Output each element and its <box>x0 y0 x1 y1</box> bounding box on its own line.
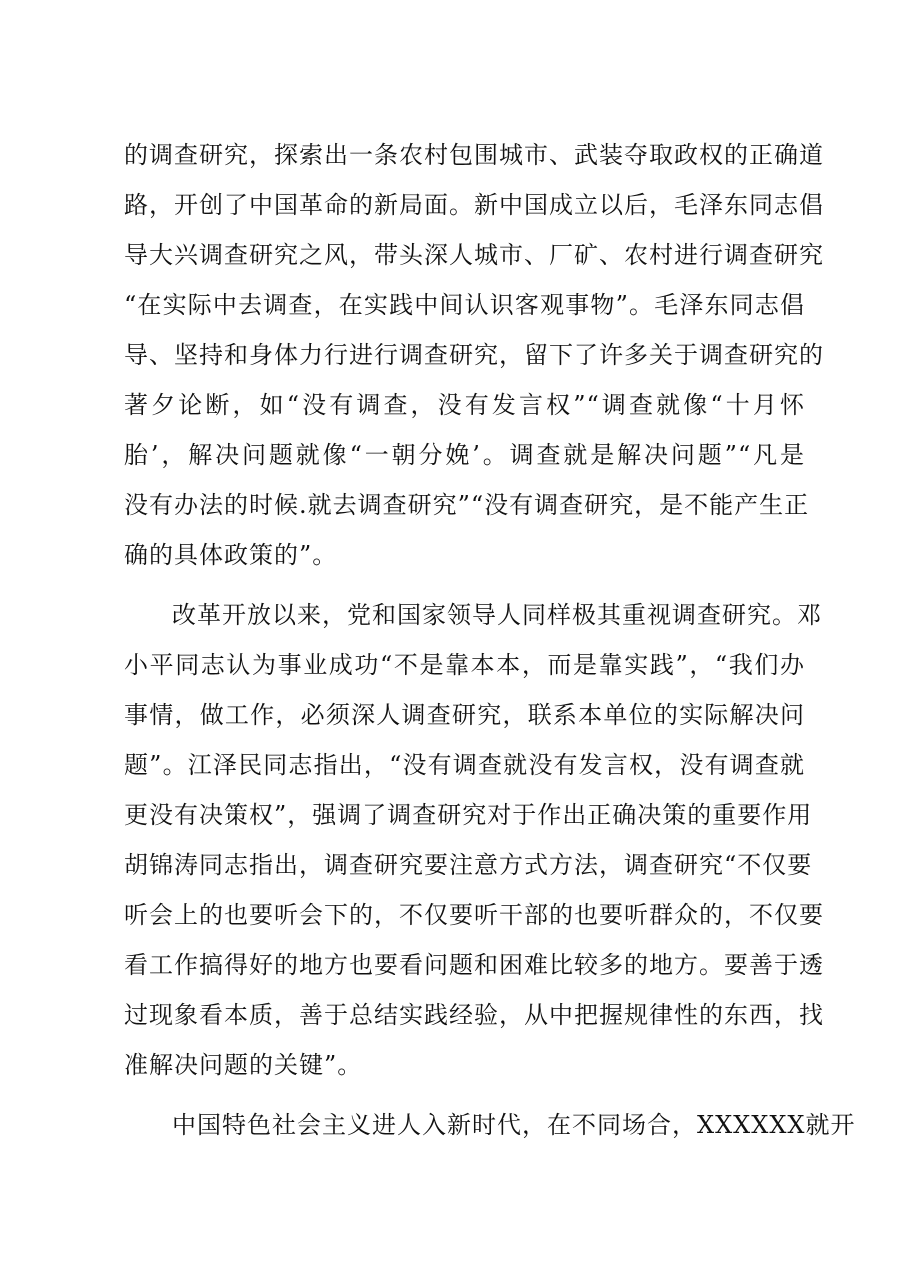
text-line: 没有办法的时候.就去调查研究”“没有调查研究，是不能产生正 <box>124 491 810 519</box>
text-line: 准解决问题的关键”。 <box>124 1051 363 1079</box>
text-line: 更没有决策权”，强调了调查研究对于作出正确决策的重要作用 <box>124 801 813 829</box>
text-line: 胎’，解决问题就像“一朝分娩’。调查就是解决问题”“凡是 <box>124 441 805 469</box>
text-line: 确的具体政策的”。 <box>124 541 338 569</box>
text-line: 事情，做工作，必须深人调查研究，联系本单位的实际解决问 <box>124 701 805 729</box>
text-line: 著夕论断，如“没有调查，没有发言权”“调查就像“十月怀 <box>124 391 805 419</box>
text-line: 题”。江泽民同志指出，“没有调查就没有发言权，没有调查就 <box>124 751 805 779</box>
text-line: 导大兴调查研究之风，带头深人城市、厂矿、农村进行调查研究 <box>124 241 824 269</box>
text-line: 导、坚持和身体力行进行调查研究，留下了许多关于调查研究的 <box>124 341 824 369</box>
text-line: “在实际中去调查，在实践中间认识客观事物”。毛泽东同志倡 <box>124 291 805 319</box>
text-line: 路，开创了中国革命的新局面。新中国成立以后，毛泽东同志倡 <box>124 191 824 219</box>
text-line: 过现象看本质，善于总结实践经验，从中把握规律性的东西，找 <box>124 1001 824 1029</box>
text-line: 听会上的也要听会下的，不仅要听干部的也要听群众的，不仅要 <box>124 901 824 929</box>
text-line: 的调查研究，探索出一条农村包围城市、武装夺取政权的正确道 <box>124 141 824 169</box>
text-line: 中国特色社会主义进人入新时代，在不同场合，XXXXXX就开 <box>172 1111 856 1139</box>
text-line: 胡锦涛同志指出，调查研究要注意方式方法，调查研究“不仅要 <box>124 851 813 879</box>
text-line: 小平同志认为事业成功“不是靠本本，而是靠实践”，“我们办 <box>124 651 805 679</box>
text-line: 改革开放以来，党和国家领导人同样极其重视调查研究。邓 <box>172 601 822 629</box>
text-line: 看工作搞得好的地方也要看问题和困难比较多的地方。要善于透 <box>124 951 824 979</box>
